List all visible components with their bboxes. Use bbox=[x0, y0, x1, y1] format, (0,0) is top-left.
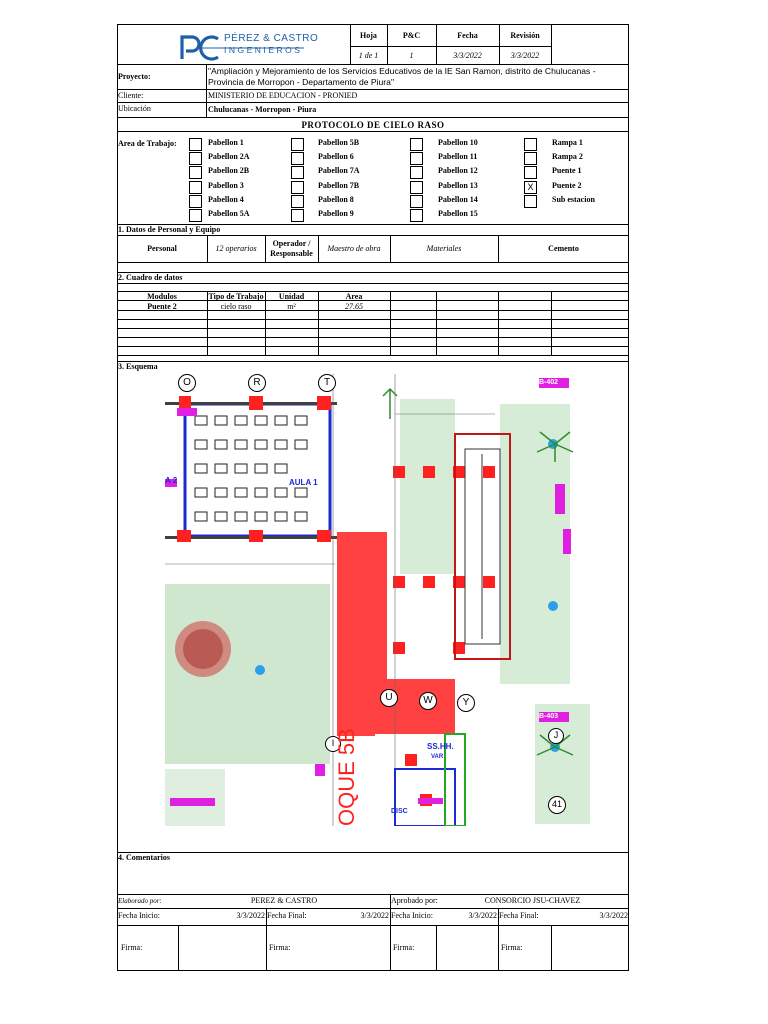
section-1-title: 1. Datos de Personal y Equipo bbox=[118, 225, 221, 234]
area-option-label: Pabellon 2B bbox=[208, 166, 250, 176]
firma-label: Firma: bbox=[121, 943, 143, 952]
form-title: PROTOCOLO DE CIELO RASO bbox=[301, 120, 445, 130]
area-checkbox[interactable]: X bbox=[524, 181, 537, 194]
divider bbox=[117, 117, 629, 118]
area-checkbox[interactable] bbox=[524, 138, 537, 151]
divider bbox=[551, 24, 552, 64]
fecha-inicio-value: 3/3/2022 bbox=[236, 911, 265, 920]
hoja-value: 1 de 1 bbox=[358, 51, 379, 60]
cliente-value: MINISTERIO DE EDUCACION - PRONIED bbox=[208, 91, 358, 100]
aprobado-value: CONSORCIO JSU-CHAVEZ bbox=[484, 896, 581, 905]
divider bbox=[117, 89, 629, 90]
area-label: Area de Trabajo: bbox=[118, 139, 177, 148]
area-checkbox[interactable] bbox=[189, 209, 202, 222]
section-3-title: 3. Esquema bbox=[118, 362, 158, 371]
company-name: PÉREZ & CASTRO bbox=[224, 33, 319, 44]
ubicacion-value: Chulucanas - Morropon - Piura bbox=[208, 105, 317, 114]
area-option-label: Pabellon 2A bbox=[208, 152, 250, 162]
table-header: Area bbox=[345, 292, 363, 301]
table-grid-line bbox=[117, 346, 629, 347]
fecha-final-value: 3/3/2022 bbox=[360, 911, 389, 920]
axis-bubble: I bbox=[325, 736, 341, 752]
divider bbox=[117, 852, 629, 853]
area-checkbox[interactable] bbox=[410, 152, 423, 165]
divider bbox=[117, 235, 629, 236]
table-grid-line bbox=[117, 328, 629, 329]
area-checkbox[interactable] bbox=[291, 166, 304, 179]
area-option-label: Pabellon 15 bbox=[438, 209, 478, 218]
area-option-label: Puente 2 bbox=[552, 180, 582, 190]
revision-label: Revisión bbox=[510, 31, 540, 40]
signature-field[interactable] bbox=[437, 926, 497, 970]
fecha-value: 3/3/2022 bbox=[453, 51, 482, 60]
axis-bubble: T bbox=[318, 374, 336, 392]
divider bbox=[117, 894, 629, 895]
axis-bubble: U bbox=[380, 689, 398, 707]
area-option-label: Pabellon 3 bbox=[208, 180, 244, 190]
room-label: DISC bbox=[391, 808, 408, 815]
area-option-label: Pabellon 12 bbox=[438, 166, 478, 176]
area-option-label: Pabellon 6 bbox=[318, 152, 354, 162]
fecha-inicio-label: Fecha Inicio: bbox=[118, 911, 160, 920]
operador-value: Maestro de obra bbox=[327, 244, 381, 253]
area-option-label: Pabellon 11 bbox=[438, 152, 478, 162]
area-checkbox[interactable] bbox=[524, 195, 537, 208]
fecha-inicio-value: 3/3/2022 bbox=[468, 911, 497, 920]
personal-value: 12 operarios bbox=[215, 244, 257, 253]
table-grid-line bbox=[117, 337, 629, 338]
room-label: B-403 bbox=[539, 713, 559, 720]
elaborado-label: Elaborado por: bbox=[118, 897, 162, 905]
table-cell-unidad: m² bbox=[287, 302, 296, 311]
firma-label: Firma: bbox=[269, 943, 291, 952]
area-option-label: Sub estacion bbox=[552, 194, 595, 204]
proyecto-line-2: Provincia de Morropon - Departamento de Piura" bbox=[208, 77, 394, 87]
area-checkbox[interactable] bbox=[524, 166, 537, 179]
comments-field[interactable] bbox=[118, 864, 627, 892]
area-checkbox[interactable] bbox=[410, 195, 423, 208]
room-label: AULA 1 bbox=[289, 478, 318, 487]
area-checkbox[interactable] bbox=[189, 195, 202, 208]
area-option-label: Pabellon 5B bbox=[318, 138, 360, 147]
room-label: B-402 bbox=[539, 379, 559, 386]
area-checkbox[interactable] bbox=[189, 138, 202, 151]
area-option-label: Pabellon 7B bbox=[318, 180, 360, 190]
aprobado-label: Aprobado por: bbox=[391, 896, 438, 905]
area-checkbox[interactable] bbox=[189, 181, 202, 194]
fecha-final-label: Fecha Final: bbox=[267, 911, 307, 920]
section-4-title: 4. Comentarios bbox=[118, 853, 170, 862]
signature-field[interactable] bbox=[179, 926, 265, 970]
divider bbox=[206, 64, 207, 117]
area-option-label: Pabellon 10 bbox=[438, 138, 478, 147]
revision-value: 3/3/2022 bbox=[510, 51, 540, 60]
section-2-title: 2. Cuadro de datos bbox=[118, 273, 183, 282]
table-cell-tipo: cielo raso bbox=[220, 302, 252, 311]
table-header: Tipo de Trabajo bbox=[208, 292, 264, 301]
area-checkbox[interactable] bbox=[524, 152, 537, 165]
area-checkbox[interactable] bbox=[291, 195, 304, 208]
table-grid-line bbox=[117, 319, 629, 320]
personal-label: Personal bbox=[147, 244, 177, 253]
axis-bubble: W bbox=[419, 692, 437, 710]
materiales-label: Materiales bbox=[426, 244, 462, 253]
divider bbox=[117, 131, 629, 132]
block-label: OQUE 5B bbox=[334, 728, 359, 826]
table-cell-area: 27.65 bbox=[345, 302, 363, 311]
divider bbox=[117, 361, 629, 362]
fecha-inicio-label: Fecha Inicio: bbox=[391, 911, 433, 920]
firma-label: Firma: bbox=[393, 943, 415, 952]
divider bbox=[117, 283, 629, 284]
table-grid-line bbox=[390, 291, 391, 355]
proyecto-label: Proyecto: bbox=[118, 72, 151, 81]
axis-bubble: J bbox=[548, 728, 564, 744]
table-grid-line bbox=[551, 291, 552, 355]
axis-bubble: R bbox=[248, 374, 266, 392]
divider bbox=[117, 262, 629, 263]
table-cell-modulo: Puente 2 bbox=[147, 302, 177, 311]
operador-label-1: Operador / bbox=[272, 239, 311, 248]
ubicacion-label: Ubicación bbox=[118, 104, 151, 113]
area-checkbox[interactable] bbox=[291, 209, 304, 222]
hoja-label: Hoja bbox=[360, 31, 377, 40]
proyecto-line-1: "Ampliación y Mejoramiento de los Servicios Educativos de la IE San Ramon, distrito de Chulucanas - bbox=[208, 66, 596, 76]
fecha-label: Fecha bbox=[457, 31, 478, 40]
divider bbox=[117, 64, 629, 65]
pc-label: P&C bbox=[402, 31, 421, 40]
area-checkbox[interactable] bbox=[291, 181, 304, 194]
fecha-final-label: Fecha Final: bbox=[499, 911, 539, 920]
floor-plan-drawing bbox=[165, 374, 597, 826]
area-checkbox[interactable] bbox=[410, 138, 423, 151]
divider bbox=[117, 102, 629, 103]
area-checkbox[interactable] bbox=[189, 166, 202, 179]
area-option-label: Rampa 2 bbox=[552, 152, 583, 162]
area-option-label: Pabellon 1 bbox=[208, 138, 244, 147]
room-label: SS.HH. bbox=[427, 742, 454, 751]
area-option-label: Rampa 1 bbox=[552, 138, 583, 147]
area-option-label: Pabellon 8 bbox=[318, 194, 354, 204]
axis-bubble: 41 bbox=[548, 796, 566, 814]
divider bbox=[117, 272, 629, 273]
area-checkbox[interactable] bbox=[291, 152, 304, 165]
cliente-label: Cliente: bbox=[118, 91, 144, 100]
table-grid-line bbox=[117, 355, 629, 356]
firma-label: Firma: bbox=[501, 943, 523, 952]
table-grid-line bbox=[436, 291, 437, 355]
area-option-label: Pabellon 4 bbox=[208, 194, 244, 204]
pc-value: 1 bbox=[409, 51, 414, 60]
area-checkbox[interactable] bbox=[189, 152, 202, 165]
room-label: A 2 bbox=[165, 476, 178, 485]
floor-plan bbox=[165, 374, 597, 826]
axis-bubble: Y bbox=[457, 694, 475, 712]
table-header: Modulos bbox=[147, 292, 177, 301]
area-option-label: Pabellon 5A bbox=[208, 209, 250, 218]
divider bbox=[117, 908, 629, 909]
area-option-label: Pabellon 13 bbox=[438, 180, 478, 190]
area-option-label: Pabellon 9 bbox=[318, 209, 354, 218]
operador-label-2: Responsable bbox=[270, 249, 313, 258]
room-label: VAR bbox=[431, 754, 444, 760]
area-option-label: Pabellon 7A bbox=[318, 166, 360, 176]
divider bbox=[350, 46, 551, 47]
company-subtitle: INGENIEROS bbox=[224, 45, 303, 55]
fecha-final-value: 3/3/2022 bbox=[599, 911, 628, 920]
area-checkbox[interactable] bbox=[410, 209, 423, 222]
divider bbox=[551, 925, 552, 971]
elaborado-value: PEREZ & CASTRO bbox=[250, 896, 318, 905]
area-option-label: Puente 1 bbox=[552, 166, 582, 176]
area-option-label: Pabellon 14 bbox=[438, 194, 478, 204]
area-checkbox[interactable] bbox=[291, 138, 304, 151]
axis-bubble: O bbox=[178, 374, 196, 392]
table-header: Unidad bbox=[278, 292, 305, 301]
table-grid-line bbox=[498, 291, 499, 355]
area-checkbox[interactable] bbox=[410, 166, 423, 179]
materiales-value: Cemento bbox=[548, 244, 579, 253]
area-checkbox[interactable] bbox=[410, 181, 423, 194]
